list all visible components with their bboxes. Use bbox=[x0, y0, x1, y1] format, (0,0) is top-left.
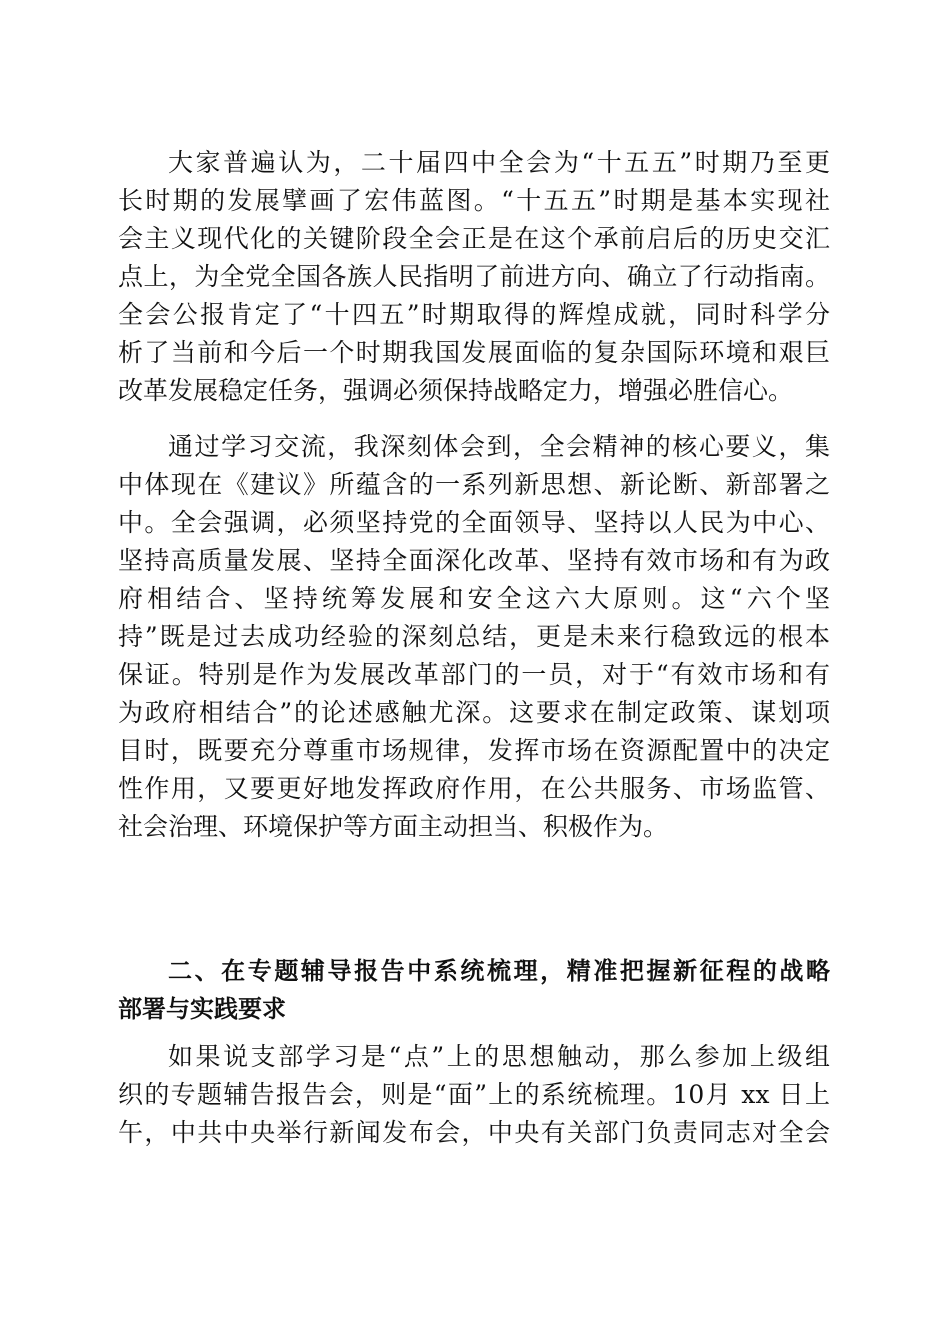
section-heading bbox=[118, 952, 830, 1028]
text-line: 社会治理、环境保护等方面主动担当、积极作为。 bbox=[118, 812, 669, 841]
paragraph-1 bbox=[118, 144, 830, 410]
text-line: 点上，为全党全国各族人民指明了前进方向、确立了行动指南。 bbox=[118, 262, 830, 291]
text-line: 保证。特别是作为发展改革部门的一员，对于“有效市场和有 bbox=[118, 660, 830, 689]
text-line: 析了当前和今后一个时期我国发展面临的复杂国际环境和艰巨 bbox=[118, 338, 830, 367]
text-line: 中体现在《建议》所蕴含的一系列新思想、新论断、新部署之 bbox=[118, 470, 830, 499]
text-line: 目时，既要充分尊重市场规律，发挥市场在资源配置中的决定 bbox=[118, 736, 830, 765]
text-line: 全会公报肯定了“十四五”时期取得的辉煌成就，同时科学分 bbox=[118, 300, 830, 329]
text-line: 坚持高质量发展、坚持全面深化改革、坚持有效市场和有为政 bbox=[118, 546, 830, 575]
text-line: 为政府相结合”的论述感触尤深。这要求在制定政策、谋划项 bbox=[118, 698, 830, 727]
text-line: 持”既是过去成功经验的深刻总结，更是未来行稳致远的根本 bbox=[118, 622, 830, 651]
text-line: 大家普遍认为，二十届四中全会为“十五五”时期乃至更 bbox=[168, 148, 830, 177]
text-line: 性作用，又要更好地发挥政府作用，在公共服务、市场监管、 bbox=[118, 774, 830, 803]
text-line: 府相结合、坚持统筹发展和安全这六大原则。这“六个坚 bbox=[118, 584, 830, 613]
text-line: 会主义现代化的关键阶段全会正是在这个承前启后的历史交汇 bbox=[118, 224, 830, 253]
text-line: 如果说支部学习是“点”上的思想触动，那么参加上级组 bbox=[168, 1042, 830, 1071]
heading-line: 二、在专题辅导报告中系统梳理，精准把握新征程的战略 bbox=[168, 957, 830, 985]
text-line: 通过学习交流，我深刻体会到，全会精神的核心要义，集 bbox=[168, 432, 830, 461]
heading-line: 部署与实践要求 bbox=[118, 995, 286, 1023]
text-line: 中。全会强调，必须坚持党的全面领导、坚持以人民为中心、 bbox=[118, 508, 830, 537]
paragraph-2 bbox=[118, 428, 830, 846]
text-line: 午，中共中央举行新闻发布会，中央有关部门负责同志对全会 bbox=[118, 1118, 830, 1147]
text-line: 织的专题辅告报告会，则是“面”上的系统梳理。10月 xx 日上 bbox=[118, 1080, 830, 1109]
text-line: 长时期的发展擘画了宏伟蓝图。“十五五”时期是基本实现社 bbox=[118, 186, 830, 215]
paragraph-3 bbox=[118, 1038, 830, 1152]
text-line: 改革发展稳定任务，强调必须保持战略定力，增强必胜信心。 bbox=[118, 376, 794, 405]
